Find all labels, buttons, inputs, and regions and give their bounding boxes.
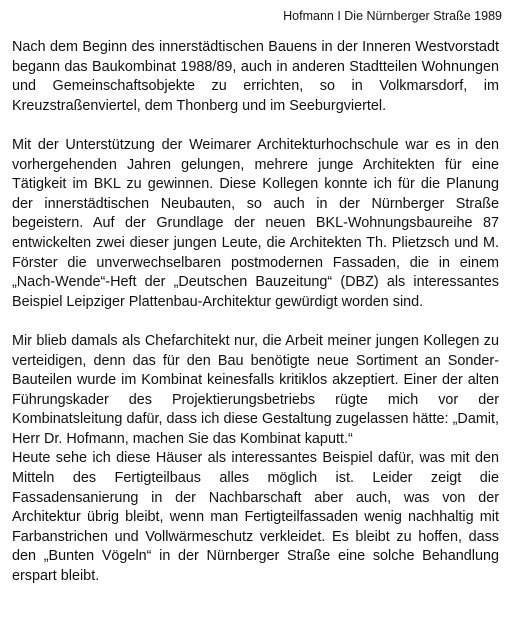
paragraph-1: Nach dem Beginn des innerstädtischen Bauens in der Inneren Westvorstadt begann das Baukombinat 1988/89, auch in anderen Stadtteilen Wohnungen und Gemeinschaftsobjekte zu errichten, so in Volkmarsdorf, im Kreuzstraßenviertel, dem Thonberg und im Seeburgviertel. bbox=[12, 39, 499, 114]
paragraph-4: Heute sehe ich diese Häuser als interessantes Beispiel dafür, was mit den Mitteln des Fertigteilbaus alles möglich ist. Leider zeigt die Fassadensanierung in der Nachbarschaft aber auch, was von der Architektur übrig bleibt, wenn man Fertigteilfassaden wenig nachhaltig mit Farbanstrichen und Vollwärmeschutz verkleidet. Es bleibt zu hoffen, dass den „Bunten Vögeln“ in der Nürnberger Straße eine solche Behandlung erspart bleibt. bbox=[12, 450, 499, 585]
body-text bbox=[12, 38, 499, 587]
running-header: Hofmann I Die Nürnberger Straße 1989 bbox=[283, 9, 502, 23]
paragraph-3: Mir blieb damals als Chefarchitekt nur, die Arbeit meiner jungen Kollegen zu verteidigen, denn das für den Bau benötigte neue Sortiment an Sonder-Bauteilen wurde im Kombinat keinesfalls kritiklos akzeptiert. Einer der alten Führungskader des Projektierungsbetriebs rügte mich vor der Kombinatsleitung dafür, dass ich diese Gestaltung zugelassen hätte: „Damit, Herr Dr. Hofmann, machen Sie das Kombinat kaputt.“ bbox=[12, 332, 499, 447]
paragraph-2: Mit der Unterstützung der Weimarer Architekturhochschule war es in den vorhergehenden Jahren gelungen, mehrere junge Architekten für eine Tätigkeit im BKL zu gewinnen. Diese Kollegen konnte ich für die Planung der innerstädtischen Neubauten, so auch in der Nürnberger Straße begeistern. Auf der Grundlage der neuen BKL-Wohnungsbaureihe 87 entwickelten zwei dieser jungen Leute, die Architekten Th. Plietzsch und M. Förster die unverwechselbaren postmodernen Fassaden, die in einem „Nach-Wende“-Heft der „Deutschen Bauzeitung“ (DBZ) als interessantes Beispiel Leipziger Plattenbau-Architektur gewürdigt worden sind. bbox=[12, 136, 499, 310]
